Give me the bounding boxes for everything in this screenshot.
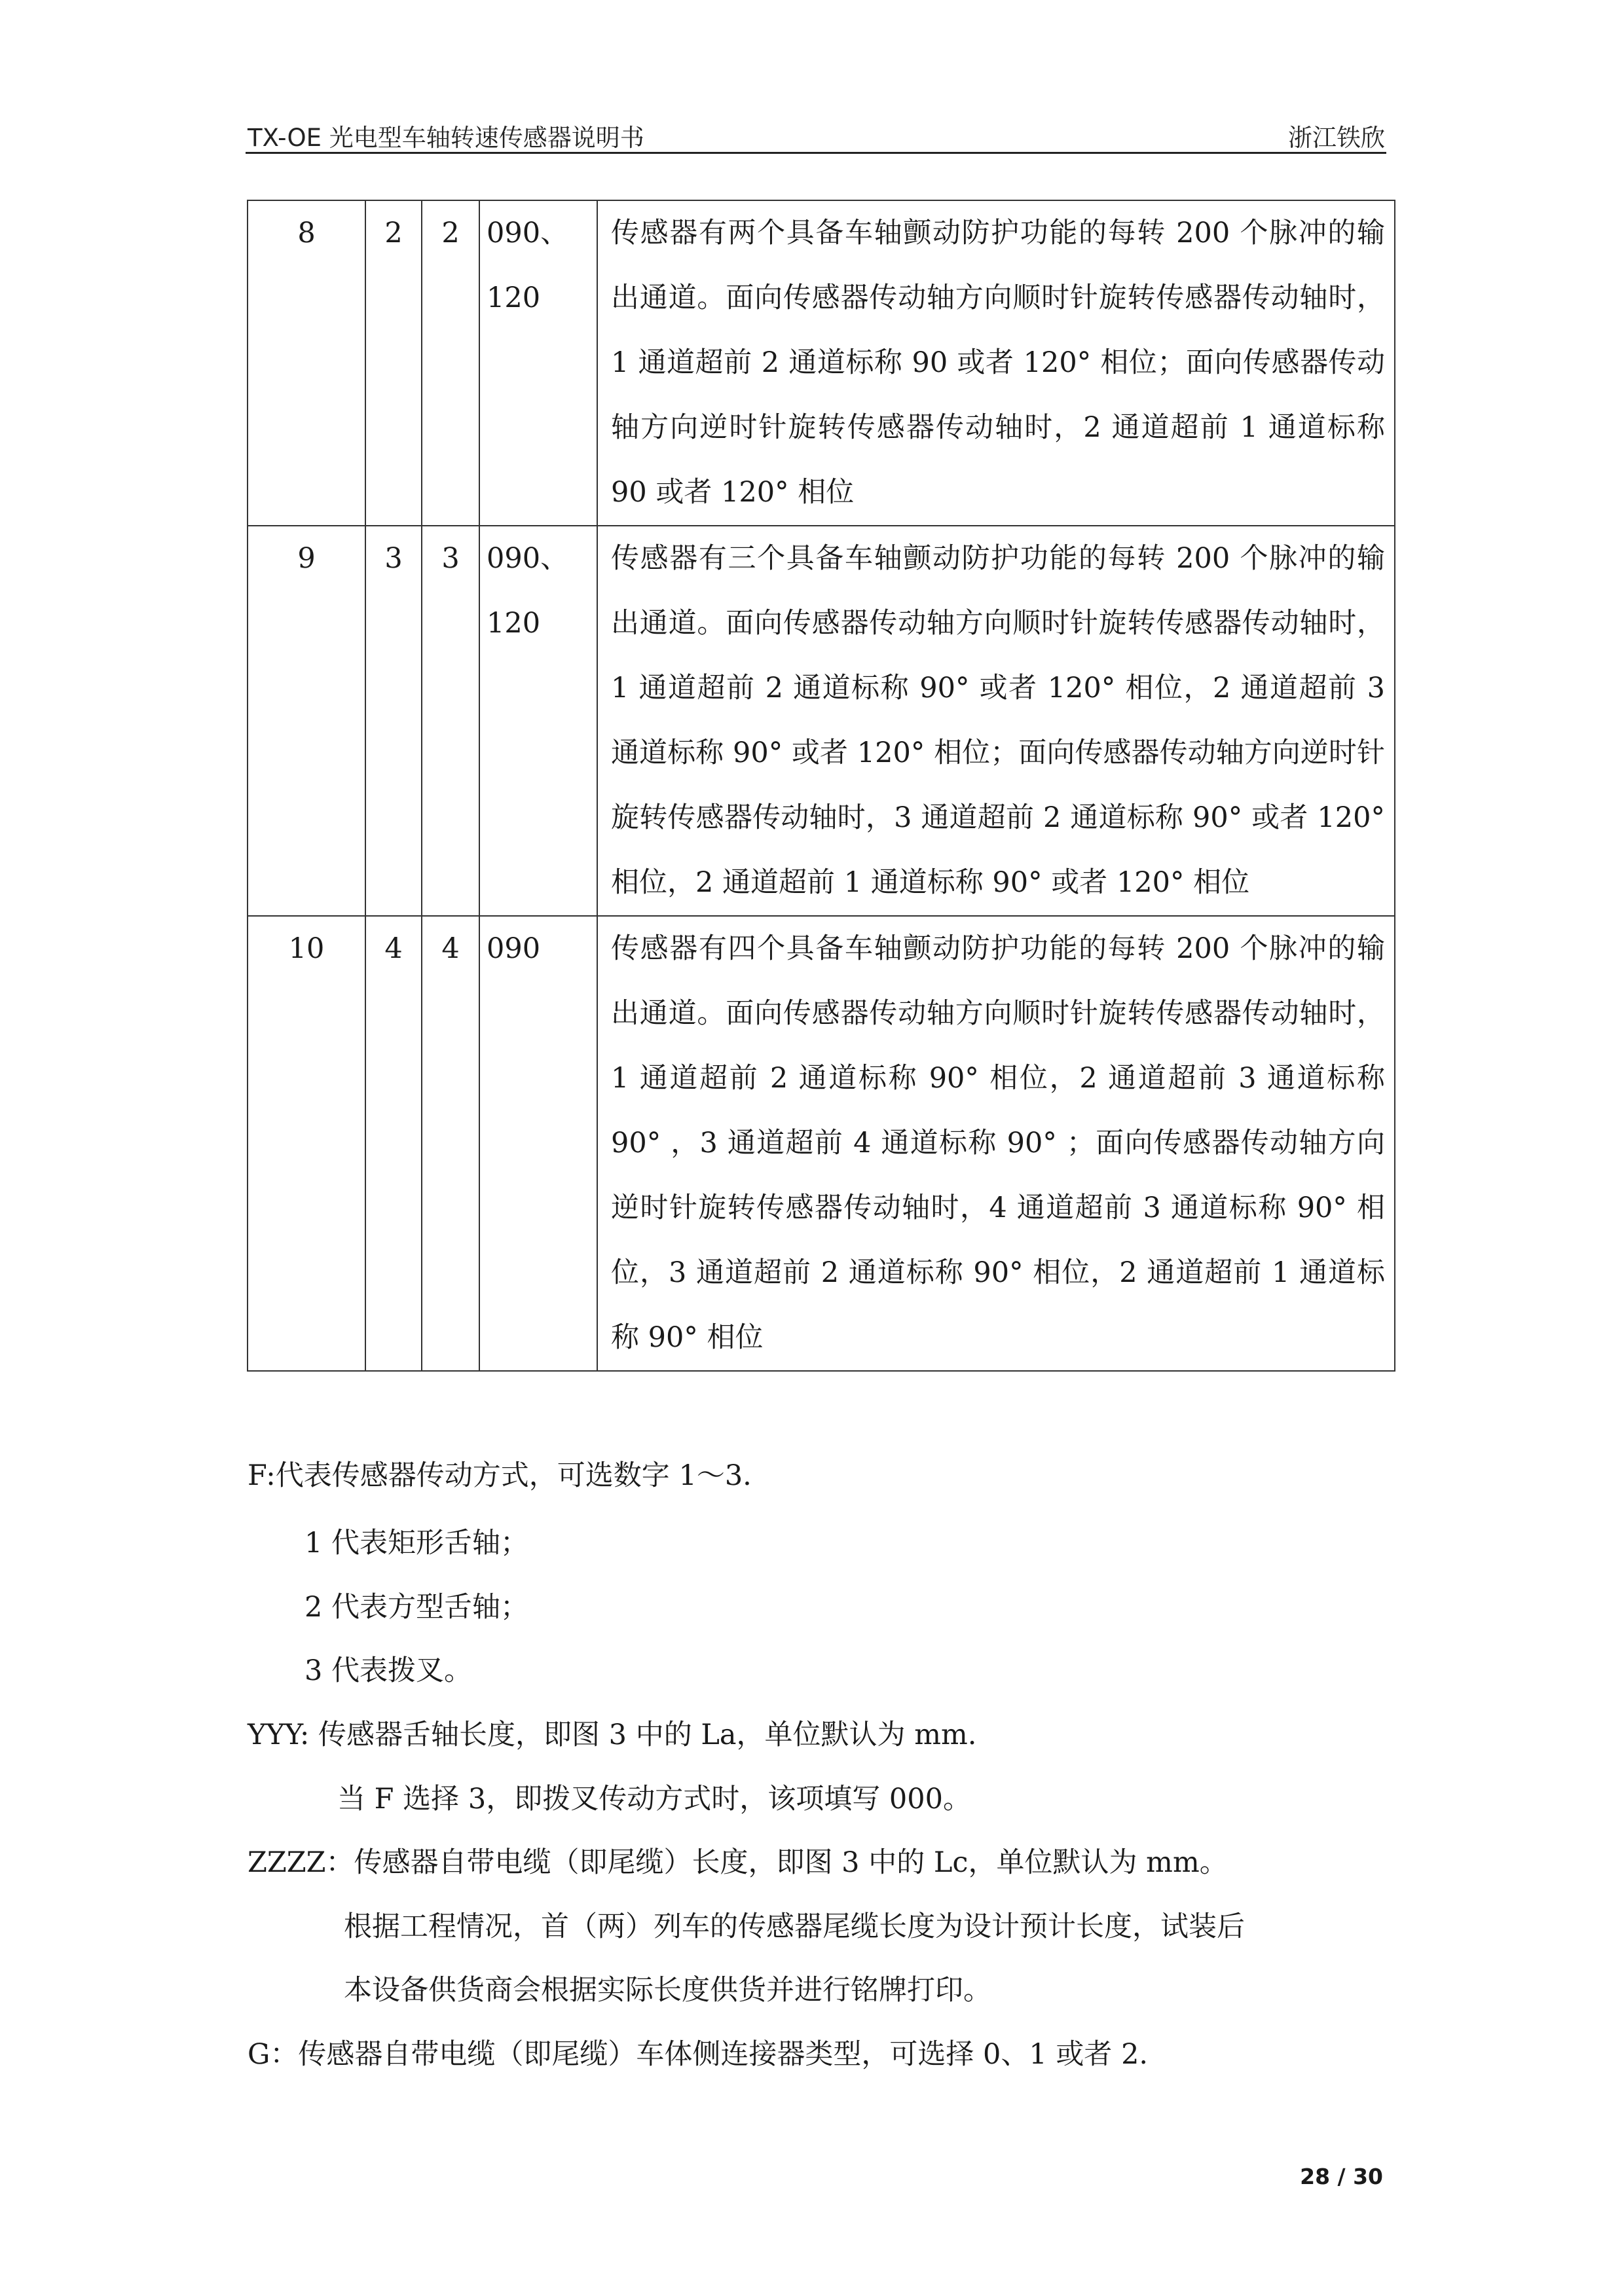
- cell-b: 2: [422, 200, 479, 526]
- cell-desc: 传感器有两个具备车轴颤动防护功能的每转 200 个脉冲的输出通道。面向传感器传动轴方向顺时针旋转传感器传动轴时，1 通道超前 2 通道标称 90 或者 120° 相位；面向传感器传动轴方向逆时针旋转传感器传动轴时，2 通道超前 1 通道标称 90 或者 120° 相位: [597, 200, 1395, 526]
- cell-no: 10: [248, 916, 365, 1371]
- cell-phase: 090、120: [479, 200, 597, 526]
- table-row: [248, 526, 1395, 916]
- cell-phase: 090: [479, 916, 597, 1371]
- cell-no: 8: [248, 200, 365, 526]
- cell-a: 2: [365, 200, 422, 526]
- cell-desc: 传感器有四个具备车轴颤动防护功能的每转 200 个脉冲的输出通道。面向传感器传动轴方向顺时针旋转传感器传动轴时，1 通道超前 2 通道标称 90° 相位，2 通道超前 3 通道标称 90° ，3 通道超前 4 通道标称 90° ；面向传感器传动轴方向逆时针旋转传感器传动轴时，4 通道超前 3 通道标称 90° 相位，3 通道超前 2 通道标称 90° 相位，2 通道超前 1 通道标称 90° 相位: [597, 916, 1395, 1371]
- document-title: TX-OE 光电型车轴转速传感器说明书: [248, 124, 644, 152]
- cell-no: 9: [248, 526, 365, 916]
- cell-a: 4: [365, 916, 422, 1371]
- g-definition: G：传感器自带电缆（即尾缆）车体侧连接器类型，可选择 0、1 或者 2.: [248, 2038, 1149, 2071]
- yyy-definition: YYY: 传感器舌轴长度，即图 3 中的 La，单位默认为 mm.: [248, 1719, 977, 1751]
- f-option-3: 3 代表拨叉。: [304, 1654, 473, 1687]
- company-name: 浙江铁欣: [1288, 124, 1385, 152]
- zzzz-note-line-1: 根据工程情况，首（两）列车的传感器尾缆长度为设计预计长度，试装后: [344, 1910, 1245, 1943]
- zzzz-definition: ZZZZ：传感器自带电缆（即尾缆）长度，即图 3 中的 Lc，单位默认为 mm。: [248, 1846, 1228, 1879]
- table-row: [248, 916, 1395, 1371]
- f-definition: F:代表传感器传动方式，可选数字 1～3.: [248, 1459, 752, 1492]
- f-option-2: 2 代表方型舌轴；: [304, 1591, 529, 1624]
- header-divider: [246, 152, 1386, 154]
- cell-b: 3: [422, 526, 479, 916]
- cell-desc: 传感器有三个具备车轴颤动防护功能的每转 200 个脉冲的输出通道。面向传感器传动轴方向顺时针旋转传感器传动轴时，1 通道超前 2 通道标称 90° 或者 120° 相位，2 通道超前 3 通道标称 90° 或者 120° 相位；面向传感器传动轴方向逆时针旋转传感器传动轴时，3 通道超前 2 通道标称 90° 或者 120° 相位，2 通道超前 1 通道标称 90° 或者 120° 相位: [597, 526, 1395, 916]
- spec-table: [247, 200, 1395, 1372]
- cell-b: 4: [422, 916, 479, 1371]
- yyy-note: 当 F 选择 3，即拨叉传动方式时，该项填写 000。: [337, 1783, 971, 1815]
- cell-a: 3: [365, 526, 422, 916]
- table-row: [248, 200, 1395, 526]
- zzzz-note-line-2: 本设备供货商会根据实际长度供货并进行铭牌打印。: [344, 1974, 991, 2007]
- f-option-1: 1 代表矩形舌轴；: [304, 1527, 529, 1559]
- cell-phase: 090、120: [479, 526, 597, 916]
- page-number: 28 / 30: [1300, 2164, 1383, 2189]
